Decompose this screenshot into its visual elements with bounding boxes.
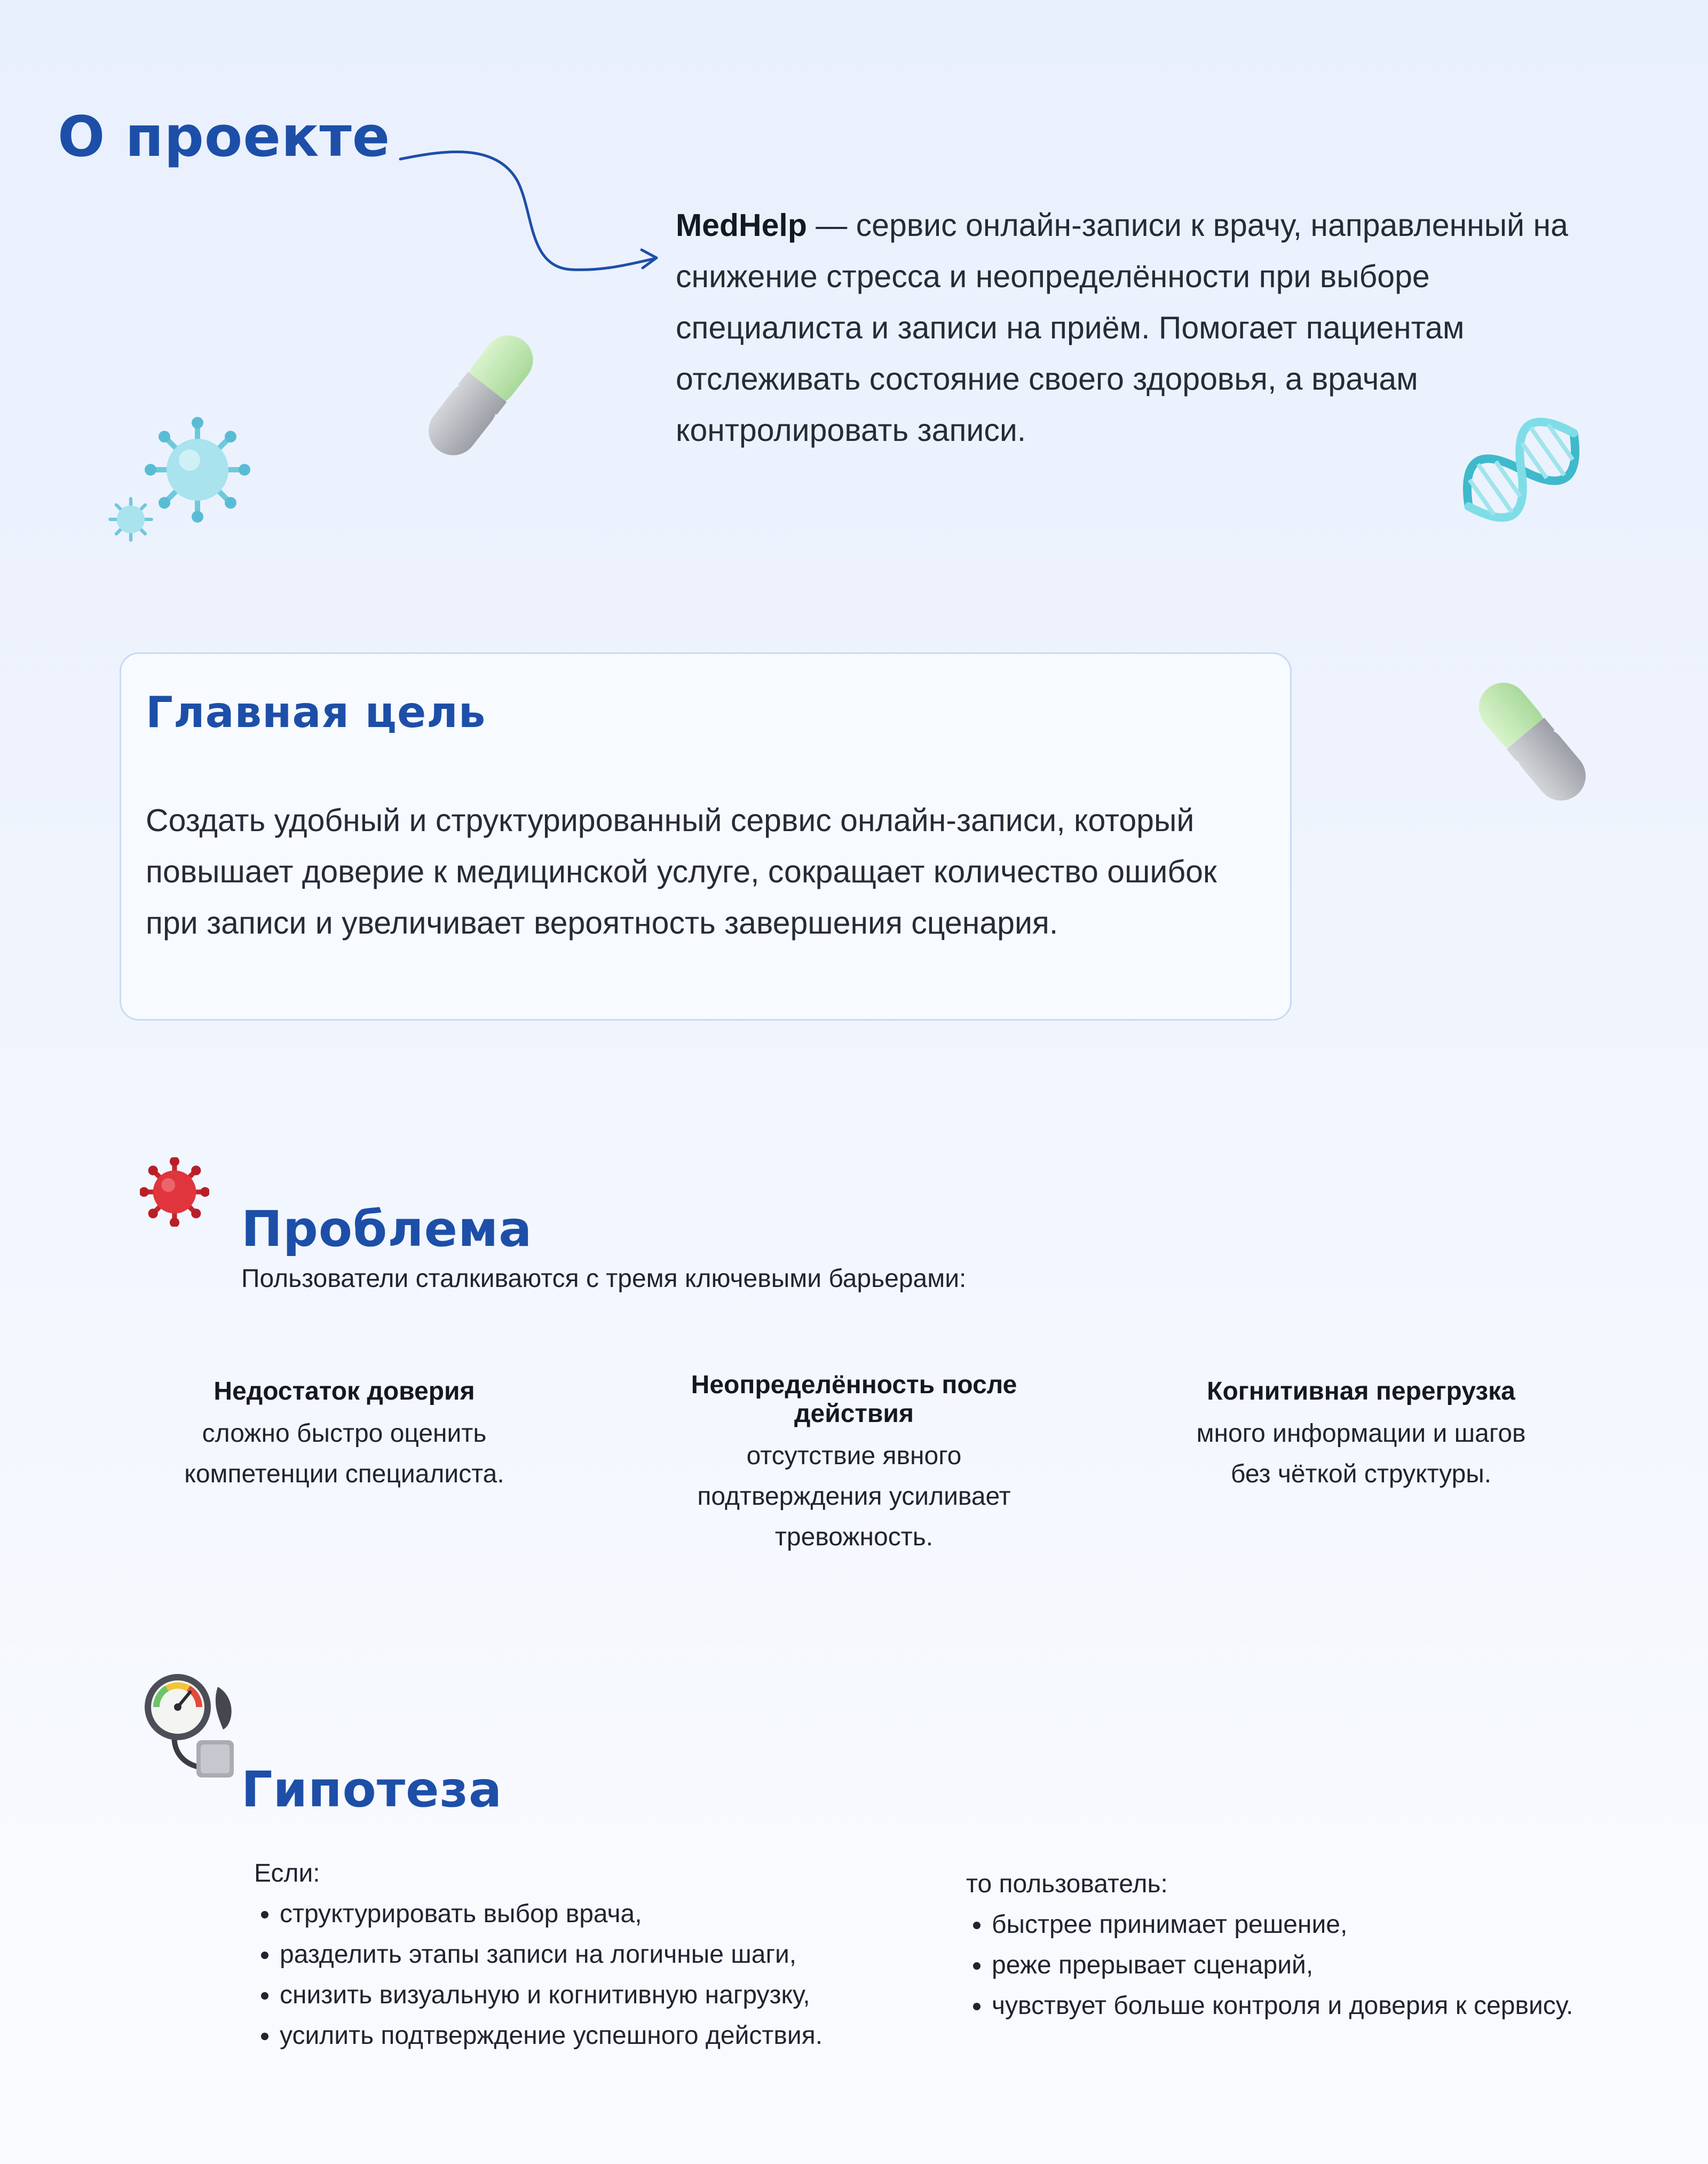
hypothesis-then-label: то пользователь: <box>966 1870 1168 1898</box>
problem-item-title: Неопределённость после действия <box>691 1371 1017 1428</box>
list-item: • структурировать выбор врача, <box>280 1894 937 1934</box>
list-item: • снизить визуальную и когнитивную нагрузку, <box>280 1975 937 2016</box>
list-item: • разделить этапы записи на логичные шаги, <box>280 1934 937 1975</box>
hypothesis-if-block <box>254 1853 937 2056</box>
problem-item-text: отсутствие явного подтверждения усиливает тревожность. <box>697 1442 1011 1551</box>
hypothesis-if-label: Если: <box>254 1859 320 1887</box>
problem-item-uncertainty <box>667 1371 1041 1558</box>
problem-item-text: сложно быстро оценить компетенции специалиста. <box>184 1419 504 1488</box>
problem-item-trust <box>149 1377 539 1495</box>
problem-subtitle: Пользователи сталкиваются с тремя ключевыми барьерами: <box>241 1265 967 1293</box>
about-description-text: — сервис онлайн-записи к врачу, направленный на снижение стресса и неопределённости при выборе специалиста и записи на приём. Помогает пациентам отслеживать состояние своего здоровья, а врачам контролировать записи. <box>676 208 1568 448</box>
goal-card <box>120 652 1292 1021</box>
dna-icon <box>1441 395 1601 544</box>
list-item: • чувствует больше контроля и доверия к сервису. <box>992 1986 1681 2026</box>
tonometer-icon <box>138 1665 244 1783</box>
pill-icon <box>1462 667 1601 817</box>
hypothesis-then-block <box>966 1864 1681 2026</box>
hypothesis-title: Гипотеза <box>241 1761 503 1818</box>
hypothesis-if-list <box>241 1894 937 2056</box>
brand-name: MedHelp <box>676 208 807 243</box>
problem-item-overload <box>1169 1377 1553 1495</box>
problem-item-text: много информации и шагов без чёткой структуры. <box>1196 1419 1526 1488</box>
pill-icon <box>411 320 550 470</box>
virus-icon <box>140 1157 209 1227</box>
virus-icon <box>107 495 155 543</box>
curved-arrow-icon <box>395 144 662 283</box>
goal-title: Главная цель <box>146 688 486 737</box>
problem-item-title: Когнитивная перегрузка <box>1207 1377 1515 1405</box>
virus-icon <box>144 416 251 523</box>
hypothesis-then-list <box>953 1905 1681 2026</box>
goal-text: Создать удобный и структурированный сервис онлайн-записи, который повышает доверие к медицинской услуге, сокращает количество ошибок при записи и увеличивает вероятность завершения сценария. <box>146 803 1217 941</box>
problem-item-title: Недостаток доверия <box>213 1377 475 1405</box>
list-item: • усилить подтверждение успешного действия. <box>280 2016 937 2056</box>
list-item: • быстрее принимает решение, <box>992 1905 1681 1945</box>
about-title: О проекте <box>58 104 391 169</box>
problem-title: Проблема <box>241 1201 533 1258</box>
list-item: • реже прерывает сценарий, <box>992 1945 1681 1986</box>
